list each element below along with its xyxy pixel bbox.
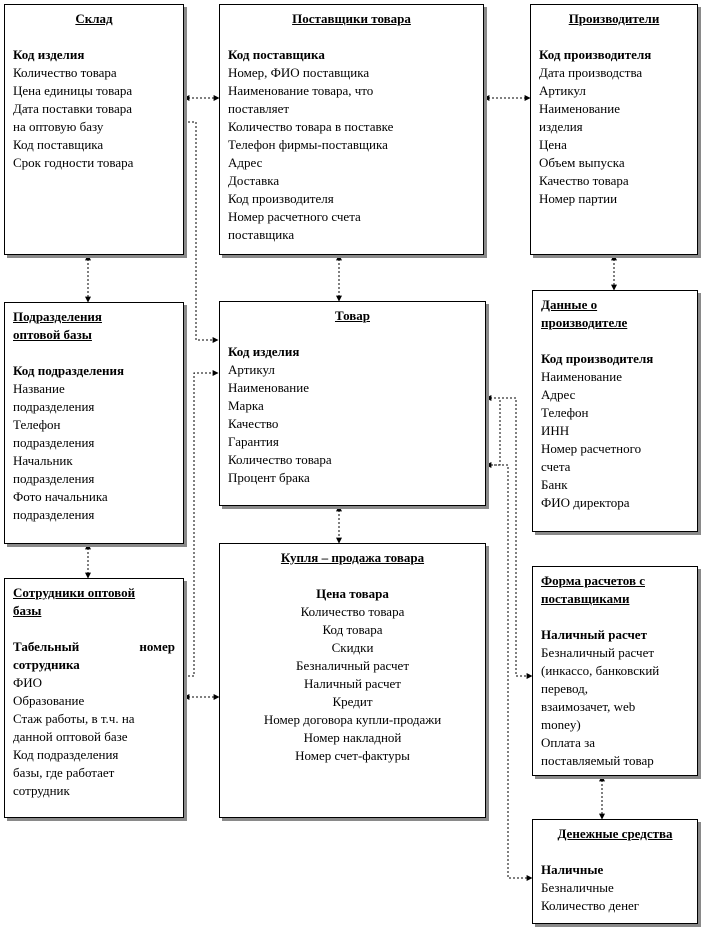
field: Процент брака (228, 470, 310, 485)
entity-title: Денежные средства (557, 826, 673, 841)
link-tovar-dengi (486, 465, 532, 878)
field: Телефон (541, 405, 589, 420)
entity-title-line: Сотрудники оптовой (13, 585, 136, 600)
entity-title (541, 572, 689, 608)
field: на оптовую базу (13, 119, 104, 134)
entity-title-line: Данные о (541, 297, 598, 312)
key-field: Код поставщика (228, 47, 325, 62)
field: Дата производства (539, 65, 643, 80)
field: Начальник (13, 453, 73, 468)
entity-proizvoditeli (530, 4, 698, 255)
entity-kuplya (219, 543, 486, 818)
field: Номер партии (539, 191, 618, 206)
key-field-word: Табельный (13, 639, 80, 654)
field: счета (541, 459, 571, 474)
field: Номер счет-фактуры (295, 748, 410, 763)
key-field: Наличные (541, 862, 604, 877)
field: Количество товара (13, 65, 117, 80)
field: Кредит (332, 694, 373, 709)
field: Код поставщика (13, 137, 104, 152)
field: Количество товара (228, 452, 332, 467)
entity-title-line: поставщиками (541, 591, 630, 606)
field: Безналичный расчет (541, 645, 655, 660)
field: Качество (228, 416, 279, 431)
field: Код товара (322, 622, 383, 637)
field: базы, где работает (13, 765, 115, 780)
field: Безналичные (541, 880, 614, 895)
key-field: Наличный расчет (541, 627, 647, 642)
field: данной оптовой базе (13, 729, 128, 744)
entity-forma (532, 566, 698, 776)
entity-title-line: Подразделения (13, 309, 102, 324)
field: money) (541, 717, 581, 732)
entity-title (541, 296, 689, 332)
field: Адрес (541, 387, 576, 402)
field: Код производителя (228, 191, 334, 206)
entity-title-line: оптовой базы (13, 327, 92, 342)
key-field: Код подразделения (13, 363, 125, 378)
key-field: Код изделия (228, 344, 300, 359)
field: (инкассо, банковский (541, 663, 660, 678)
field: Адрес (228, 155, 263, 170)
entity-title-line: базы (13, 603, 42, 618)
field: Наименование (539, 101, 620, 116)
field: Гарантия (228, 434, 279, 449)
field: Количество товара (300, 604, 405, 619)
entity-title (13, 308, 175, 344)
field: Образование (13, 693, 85, 708)
field: Банк (541, 477, 568, 492)
field: Код подразделения (13, 747, 119, 762)
entity-title: Поставщики товара (292, 11, 411, 26)
field: взаимозачет, web (541, 699, 636, 714)
key-field: Цена товара (316, 586, 389, 601)
entity-podrazdeleniya (4, 302, 184, 544)
entity-dengi (532, 819, 698, 924)
field: ФИО директора (541, 495, 630, 510)
field: ИНН (541, 423, 570, 438)
field: Цена единицы товара (13, 83, 133, 98)
field: Наименование (541, 369, 622, 384)
entity-title: Производители (568, 11, 660, 26)
entity-dannye (532, 290, 698, 532)
entity-title: Купля – продажа товара (280, 550, 425, 565)
key-field (13, 638, 175, 656)
field: Фото начальника (13, 489, 108, 504)
field: Номер расчетного счета (228, 209, 361, 224)
link-tovar-dannye (486, 398, 500, 465)
entity-title (13, 584, 175, 620)
field: Дата поставки товара (13, 101, 132, 116)
link-tovar-forma (486, 398, 532, 676)
field: Номер, ФИО поставщика (228, 65, 370, 80)
field: Номер накладной (303, 730, 402, 745)
field: Оплата за (541, 735, 596, 750)
field: Срок годности товара (13, 155, 134, 170)
field: Стаж работы, в т.ч. на (13, 711, 135, 726)
field: Доставка (228, 173, 280, 188)
field: поставляет (228, 101, 290, 116)
field: Телефон (13, 417, 61, 432)
field: Марка (228, 398, 264, 413)
field: поставляемый товар (541, 753, 654, 768)
field: Количество денег (541, 898, 640, 913)
field: подразделения (13, 471, 95, 486)
entity-title-line: производителе (541, 315, 628, 330)
field: Наименование товара, что (228, 83, 374, 98)
key-field: Код производителя (539, 47, 652, 62)
field: подразделения (13, 435, 95, 450)
entity-sotrudniki (4, 578, 184, 818)
field: ФИО (13, 675, 43, 690)
field: поставщика (228, 227, 295, 242)
field: подразделения (13, 399, 95, 414)
field: Цена (539, 137, 567, 152)
field: Артикул (228, 362, 275, 377)
field: Объем выпуска (539, 155, 625, 170)
key-field: сотрудника (13, 657, 80, 672)
entity-title: Склад (75, 11, 113, 26)
field: сотрудник (13, 783, 70, 798)
key-field-word: номер (139, 639, 175, 654)
field: подразделения (13, 507, 95, 522)
field: Наименование (228, 380, 309, 395)
field: изделия (539, 119, 583, 134)
field: Качество товара (539, 173, 629, 188)
field: Артикул (539, 83, 586, 98)
entity-sklad (4, 4, 184, 255)
field: Номер расчетного (541, 441, 642, 456)
entity-postavshchiki (219, 4, 484, 255)
field: Скидки (331, 640, 374, 655)
link-sotrudniki-tovar (184, 373, 218, 676)
field: Безналичный расчет (295, 658, 410, 673)
field: Количество товара в поставке (228, 119, 394, 134)
key-field: Код изделия (13, 47, 85, 62)
field: Наличный расчет (304, 676, 401, 691)
key-field: Код производителя (541, 351, 654, 366)
entity-title-line: Форма расчетов с (541, 573, 645, 588)
link-sklad-tovar (184, 122, 218, 340)
field: Номер договора купли-продажи (263, 712, 442, 727)
entity-title: Товар (334, 308, 370, 323)
field: Название (13, 381, 65, 396)
field: Телефон фирмы-поставщика (228, 137, 388, 152)
field: перевод, (541, 681, 589, 696)
entity-tovar (219, 301, 486, 506)
